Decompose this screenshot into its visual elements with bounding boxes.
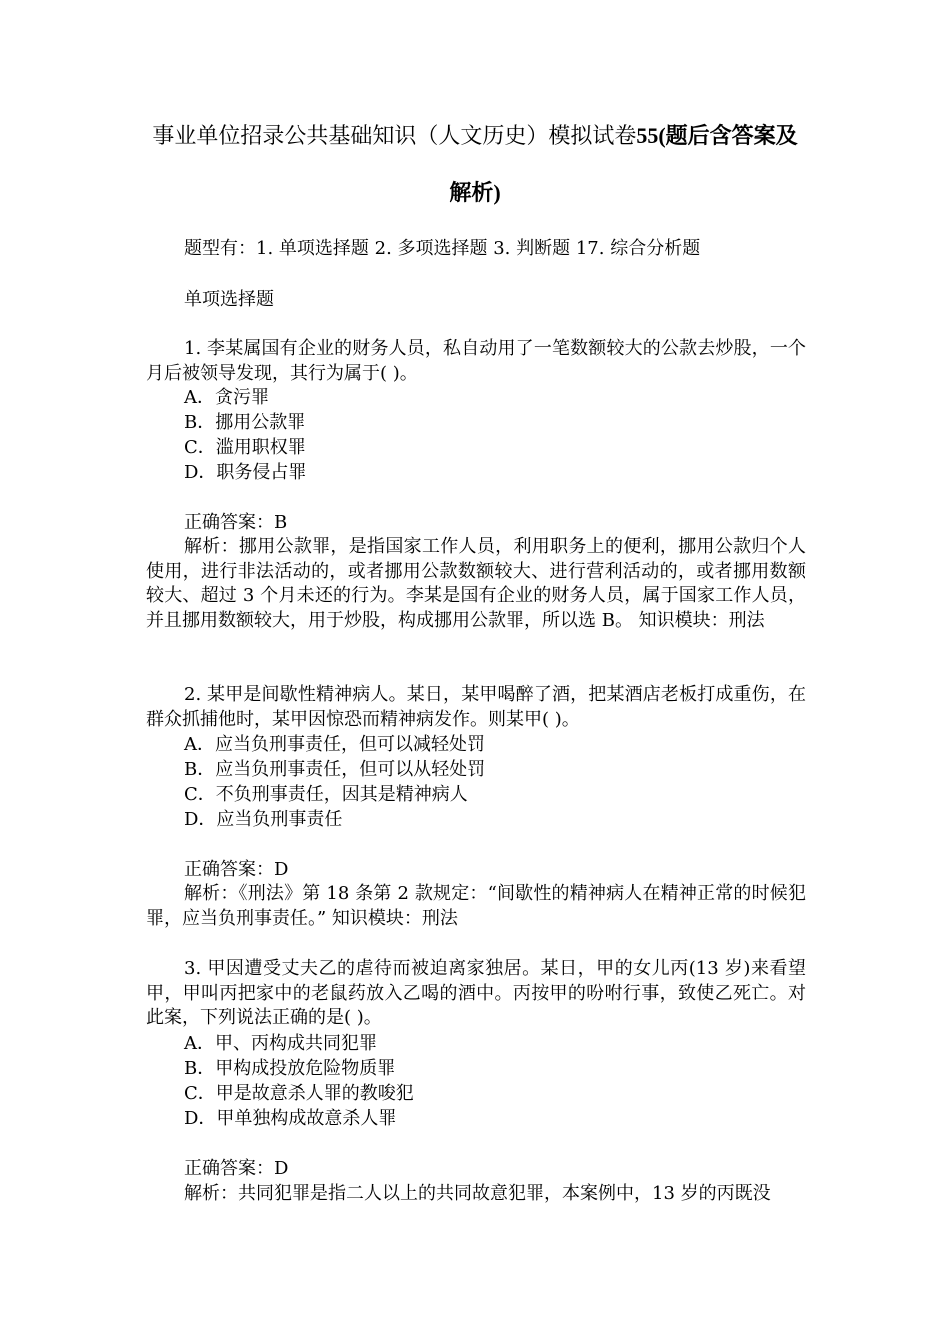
section-title: 单项选择题 <box>184 289 274 310</box>
correct-answer: 正确答案：D <box>184 859 289 880</box>
option: D．职务侵占罪 <box>184 462 307 483</box>
option: A．应当负刑事责任，但可以减轻处罚 <box>184 734 485 755</box>
option: C．不负刑事责任，因其是精神病人 <box>184 784 468 805</box>
document-title <box>142 108 808 222</box>
option: B．应当负刑事责任，但可以从轻处罚 <box>184 759 486 780</box>
analysis: 解析：共同犯罪是指二人以上的共同故意犯罪，本案例中，13 岁的丙既没 <box>184 1183 771 1204</box>
question-stem: 2. 某甲是间歇性精神病人。某日，某甲喝醉了酒，把某酒店老板打成重伤，在群众抓捕他时，某甲因惊恐而精神病发作。则某甲( )。 <box>146 684 806 730</box>
option: B．甲构成投放危险物质罪 <box>184 1058 396 1079</box>
option: A．甲、丙构成共同犯罪 <box>184 1033 377 1054</box>
option: B．挪用公款罪 <box>184 412 306 433</box>
correct-answer: 正确答案：B <box>184 512 288 533</box>
title-number: 55 <box>636 123 659 148</box>
question-stem: 1. 李某属国有企业的财务人员，私自动用了一笔数额较大的公款去炒股，一个月后被领导发现，其行为属于( )。 <box>146 338 806 384</box>
question-types: 题型有：1. 单项选择题 2. 多项选择题 3. 判断题 17. 综合分析题 <box>184 238 701 259</box>
correct-answer: 正确答案：D <box>184 1158 289 1179</box>
option: C．滥用职权罪 <box>184 437 306 458</box>
option: C．甲是故意杀人罪的教唆犯 <box>184 1083 414 1104</box>
title-suffix-line2: 解析) <box>449 180 501 205</box>
option: A．贪污罪 <box>184 387 269 408</box>
question-stem: 3. 甲因遭受丈夫乙的虐待而被迫离家独居。某日，甲的女儿丙(13 岁)来看望甲，甲叫丙把家中的老鼠药放入乙喝的酒中。丙按甲的吩咐行事，致使乙死亡。对此案，下列说法正确的是( )。 <box>146 958 806 1028</box>
title-text: 事业单位招录公共基础知识（人文历史）模拟试卷 <box>152 124 637 149</box>
option: D．应当负刑事责任 <box>184 809 343 830</box>
option: D．甲单独构成故意杀人罪 <box>184 1108 397 1129</box>
analysis: 解析：挪用公款罪，是指国家工作人员，利用职务上的便利，挪用公款归个人使用，进行非法活动的，或者挪用公款数额较大、进行营利活动的，或者挪用数额较大、超过 3 个月未还的行为。李某是国有企业的财务人员，属于国家工作人员，并且挪用数额较大，用于炒股，构成挪用公款罪，所以选 B。 知识模块：刑法 <box>146 536 806 631</box>
title-suffix: (题后含答案及 <box>658 123 798 148</box>
analysis: 解析：《刑法》第 18 条第 2 款规定：“间歇性的精神病人在精神正常的时候犯罪，应当负刑事责任。” 知识模块：刑法 <box>146 883 806 929</box>
